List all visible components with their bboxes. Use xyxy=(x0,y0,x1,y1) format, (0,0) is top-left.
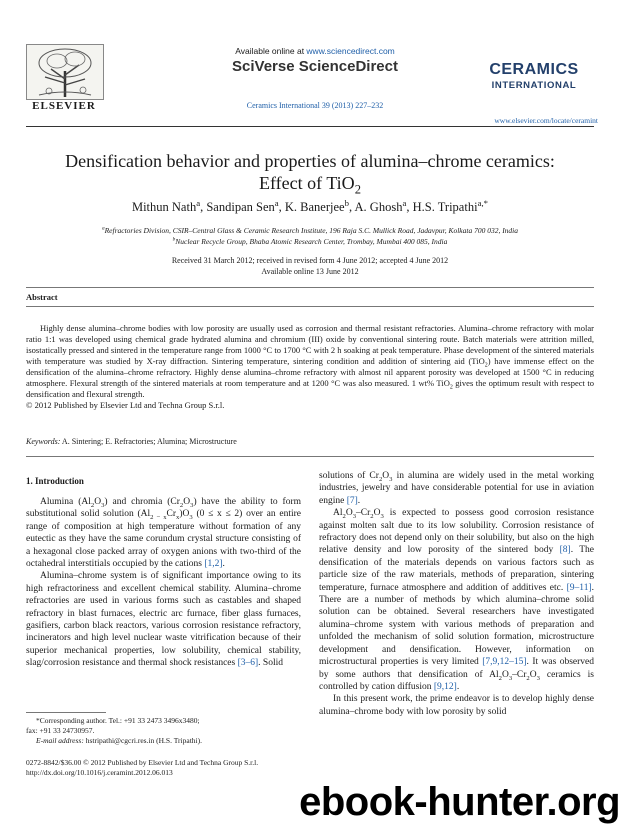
journal-citation-link[interactable]: Ceramics International 39 (2013) 227–232 xyxy=(246,101,384,110)
citation-link[interactable]: [7,9,12–15] xyxy=(482,657,527,668)
abstract-paragraph xyxy=(26,323,594,400)
abstract-text-3: gives the optimum result with respect to densification and flexural strength. xyxy=(26,378,595,399)
title-line2 xyxy=(40,172,580,197)
keywords-label: Keywords: xyxy=(26,437,61,446)
formula-subscript: 3 xyxy=(189,514,193,522)
title-line2-text: Effect of TiO xyxy=(259,173,355,193)
section-heading-introduction: 1. Introduction xyxy=(26,476,84,486)
affiliation-text: Nuclear Recycle Group, Bhaba Atomic Research Center, Trombay, Mumbai 400 085, India xyxy=(175,237,448,246)
text-run: . It was observed by some authors that densification of Al xyxy=(319,657,595,680)
citation-link[interactable]: [9,12] xyxy=(433,681,457,692)
abstract-subscript: 2 xyxy=(484,362,488,369)
availability-line xyxy=(200,46,430,56)
issn-line: 0272-8842/$36.00 © 2012 Published by Elsevier Ltd and Techna Group S.r.l. xyxy=(26,758,259,767)
text-run: Alumina (Al xyxy=(40,497,91,507)
author-name: H.S. Tripathi xyxy=(412,200,478,214)
available-online-date: Available online 13 June 2012 xyxy=(261,267,359,276)
author-name: Sandipan Sen xyxy=(206,200,275,214)
text-run: O xyxy=(183,497,191,507)
abstract-copyright: © 2012 Published by Elsevier Ltd and Techna Group S.r.l. xyxy=(26,400,225,410)
intro-paragraph-continued: solutions of $Cr_2O_3$ in alumina are widely used in the metal working industries, jewelry and have considerable potential for use in aviation engine [7]. xyxy=(319,471,594,506)
text-run: ) and chromia (Cr xyxy=(104,497,180,507)
author-mark: a,* xyxy=(477,197,489,208)
citation-link[interactable]: [8] xyxy=(559,545,571,556)
formula-subscript: 2 − x xyxy=(150,514,167,522)
citation-link[interactable]: [3–6] xyxy=(237,658,259,669)
email-address: hstripathi@cgcri.res.in (H.S. Tripathi). xyxy=(83,736,202,745)
author-list xyxy=(40,197,580,215)
doi-link[interactable]: http://dx.doi.org/10.1016/j.ceramint.2012.06.013 xyxy=(26,768,173,777)
citation-link[interactable]: [9–11] xyxy=(566,582,592,593)
body-column-right xyxy=(319,470,594,718)
affiliation-mark: b xyxy=(172,236,176,243)
text-run: . There are a number of methods by which alumina–chrome solid solution can be obtained. Several researchers have investigated alumina–chrome system with various methods of preparation and unfolded the mechanism of solid solution formation, microstructure development and densification. However, information on microstructural properties is very limited xyxy=(319,582,594,668)
author-separator: , xyxy=(406,200,413,214)
affiliation-mark: a xyxy=(101,225,105,232)
author-separator: , xyxy=(348,200,355,214)
abstract-body xyxy=(26,323,594,411)
text-run: ceramics is controlled by cation diffusion xyxy=(319,669,594,692)
affiliation-a xyxy=(40,226,580,235)
author-mark: a xyxy=(402,197,407,208)
affiliation-text: Refractories Division, CSIR–Central Glass & Ceramic Research Institute, 196 Raja S.C. Mullick Road, Jadavpur, Kolkata 700 032, India xyxy=(104,226,519,235)
corresponding-author-footnote xyxy=(26,716,301,746)
intro-paragraph-2 xyxy=(26,570,301,669)
title-line1: Densification behavior and properties of alumina–chrome ceramics: xyxy=(65,151,555,171)
watermark-text: ebook-hunter.org xyxy=(299,780,620,824)
text-run: ) have the ability to form substitutional solid solution (Al xyxy=(26,497,301,520)
journal-title-line2: INTERNATIONAL xyxy=(491,80,577,91)
text-run: . Solid xyxy=(258,658,283,669)
intro-paragraph-4: In this present work, the prime endeavor is to develop highly dense alumina–chrome body with low porosity by solid xyxy=(319,694,594,717)
abstract-top-divider xyxy=(26,287,594,288)
author-mark: b xyxy=(344,197,349,208)
body-column-left xyxy=(26,496,301,670)
author-name: Mithun Nath xyxy=(131,200,197,214)
text-run: Cr xyxy=(166,509,177,520)
author-mark: a xyxy=(196,197,201,208)
formula-subscript: x xyxy=(176,514,180,522)
abstract-text-1: Highly dense alumina–chrome bodies with low porosity are usually used as corrosion and thermal resistant refractories. Alumina–chrome refractory with molar ratio 1:1 was developed using chemical grade hydrated alumina and chromium (III) oxide by conventional sintering route. Batch materials were attrition milled, isostatically pressed and sintered in the temperature range from 1000 °C to 1700 °C with 2 h soaking at peak temperature. Phase development of the sintered materials with temperature was studied by X-ray diffraction. Sintering temperature, sintering condition and addition of sintering aid (TiO xyxy=(26,323,594,366)
footnote-phone: *Corresponding author. Tel.: +91 33 2473 3496x3480; xyxy=(36,716,200,725)
footnote-divider xyxy=(26,712,106,713)
abstract-bottom-divider xyxy=(26,456,594,457)
received-dates: Received 31 March 2012; received in revised form 4 June 2012; accepted 4 June 2012 xyxy=(171,256,449,265)
citation-link[interactable]: [7] xyxy=(346,495,358,506)
elsevier-tree-logo xyxy=(26,44,104,100)
abstract-subscript: 2 xyxy=(449,384,453,391)
header-divider xyxy=(26,126,594,127)
affiliation-b xyxy=(40,237,580,246)
citation-link[interactable]: [1,2] xyxy=(204,559,223,570)
abstract-text-2: ) have immense effect on the densification of the alumina–chrome refractory. Highly dense alumina–chrome refractory with almost nil apparent porosity was developed at 1500 °C in reducing atmosphere. Flexural strength of the sintered materials at room temperature and at 1200 °C was also measured. 1 wt% TiO xyxy=(26,356,595,388)
text-run: –Cr xyxy=(512,669,527,680)
journal-home-link[interactable]: www.elsevier.com/locate/ceramint xyxy=(494,116,598,125)
text-run: Alumina–chrome system is of significant importance owing to its high refractoriness and excellent chemical stability. Alumina–chrome refractories are used in various forms such as castables and shaped refractory in blast furnaces, electric arc furnace, fiber glass furnaces, gasifiers, carbon black reactors, various corrosion resistance refractory, incinerators and high level nuclear waste vitrification because of their superior mechanical properties, low solubility, chemical stability, slag/corrosion resistance and thermal shock resistances xyxy=(26,571,301,669)
text-run: solutions of Cr xyxy=(319,471,379,481)
text-run: )O xyxy=(179,509,190,520)
availability-prefix: Available online at xyxy=(235,46,307,56)
author-separator: , xyxy=(278,200,285,214)
text-run: is expected to possess good corrosion resistance against molten salt due to its low solubility. Corrosion resistance of refractory does not depend only on their solubility, but also on the high relative density and low porosity of the sintered body xyxy=(319,508,594,556)
journal-title-line1: CERAMICS xyxy=(489,61,579,78)
abstract-heading: Abstract xyxy=(26,292,58,302)
footnote-fax: fax: +91 33 24730957. xyxy=(26,726,95,735)
text-run: Al xyxy=(333,508,343,519)
author-name: A. Ghosh xyxy=(354,200,403,214)
keywords-list: A. Sintering; E. Refractories; Alumina; Microstructure xyxy=(60,437,237,446)
intro-paragraph-3: $Al_2O_3-Cr_2O_3$ is expected to possess good corrosion resistance against molten salt due to its low solubility. Corrosion resistance of refractory does not depend only on their solubility, but also on the high relative density and low porosity of the sintered body [8]. The densification of the materials depends on various factors such as particle size of the raw materials, methods of preparation, sintering temperature, furnace atmosphere and addition of additives etc. [9–11]. There are a number of methods by which alumina–chrome solid solution can be obtained. Several researchers have investigated alumina–chrome system with various methods of preparation and unfolded the mechanism of solid solution formation, microstructure development and densification. However, information on microstructural properties is very limited [7,9,12–15]. It was observed by some authors that densification of $Al_2O_3-Cr_2O_3$ ceramics is controlled by cation diffusion [9,12]. xyxy=(319,508,595,692)
text-run: (0 ≤ x ≤ 2) over an entire range of composition at high temperature without formation of any eutectic as they have the same corundum crystal structure consisting of a hexagonal close packed array of oxygen anions with two-third of the octahedral interstitials occupied by the cations xyxy=(26,509,301,570)
footnote-email xyxy=(26,736,301,746)
article-title xyxy=(40,150,580,197)
keywords-line xyxy=(26,437,237,446)
email-label: E-mail address: xyxy=(36,736,84,745)
author-name: K. Banerjee xyxy=(284,200,345,214)
intro-paragraph-1: Alumina $(Al_2O_3)$ and chromia $(Cr_2O_3)$ have the ability to form substitutional solid solution $(Al_{2 - x}Cr_x)O_3$ (0 ≤ x ≤ 2) over an entire range of composition at high temperature without formation of any eutectic as they have the same corundum crystal structure consisting of a hexagonal close packed array of oxygen anions with two-third of the octahedral interstitials occupied by the cations [1,2]. xyxy=(26,497,301,570)
author-mark: a xyxy=(274,197,279,208)
text-run: O xyxy=(94,497,102,507)
title-subscript: 2 xyxy=(354,182,361,197)
journal-logo xyxy=(474,62,594,91)
sciencedirect-link[interactable]: www.sciencedirect.com xyxy=(306,46,395,56)
text-run: in alumina are widely used in the metal working industries, jewelry and have considerable potential for use in aviation engine xyxy=(319,471,594,506)
publisher-name: ELSEVIER xyxy=(32,100,96,112)
text-run: . The densification of the materials depends on various factors such as particle size of the raw materials, methods of preparation, sintering temperature, furnace atmosphere and addition of additives etc. xyxy=(319,545,594,593)
abstract-heading-divider xyxy=(26,306,594,307)
author-separator: , xyxy=(200,200,207,214)
platform-name: SciVerse ScienceDirect xyxy=(232,58,398,75)
issn-doi-block xyxy=(26,758,301,778)
text-run: –Cr xyxy=(356,508,371,519)
